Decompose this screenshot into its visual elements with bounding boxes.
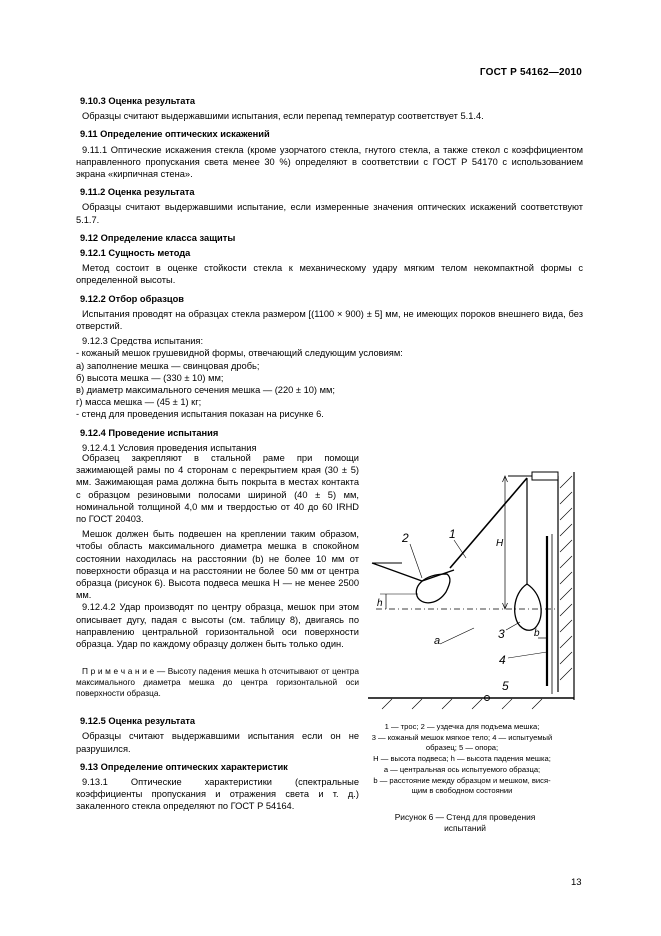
section-title: 9.12.1 Сущность метода xyxy=(80,248,191,259)
figure-label-5: 5 xyxy=(502,679,509,693)
figure-label-H: H xyxy=(496,538,504,549)
paragraph: 9.11.1 Оптические искажения стекла (кроме узорчатого стекла, гнутого стекла, а также стекол с коэффициентом направленного пропускания света менее 30 %) определяют в соответствии с ГОСТ Р 54170 с использованием экрана «кирпичная стена». xyxy=(76,144,583,180)
left-column-text xyxy=(76,452,359,813)
figure-label-4: 4 xyxy=(499,653,506,667)
section-title: 9.12.5 Оценка результата xyxy=(80,716,196,727)
paragraph: Испытания проводят на образцах стекла размером [(1100 × 900) ± 5] мм, не имеющих пороков внешнего вида, без отверстий. xyxy=(76,308,583,332)
list-item: - кожаный мешок грушевидной формы, отвечающий следующим условиям: xyxy=(76,348,403,359)
paragraph: Мешок должен быть подвешен на креплении таким образом, чтобы область максимального диаметра мешка в спокойном состоянии находилась на расстоянии (b) не более 10 мм от поверхности образца и на расстоянии не более 50 мм от центра образца (рисунок 6). Высота подвеса мешка H — не менее 2500 мм. xyxy=(76,529,359,601)
paragraph: Образцы считают выдержавшими испытание, если измеренные значения оптических искажений соответствуют 5.1.7. xyxy=(76,202,583,225)
section-title: 9.12 Определение класса защиты xyxy=(80,232,236,243)
figure-legend xyxy=(362,722,562,797)
paragraph: Образцы считают выдержавшими испытания, если перепад температур соответствует 5.1.4. xyxy=(82,111,484,122)
legend-line: а — центральная ось испытуемого образца; xyxy=(383,764,541,774)
legend-line: 3 — кожаный мешок мягкое тело; 4 — испытуемый xyxy=(371,732,553,742)
paragraph: 9.13.1 Оптические характеристики (спектральные коэффициенты пропускания и отражения света и т. д.) закаленного стекла определяют по ГОСТ Р 54164. xyxy=(76,777,359,812)
list-item: в) диаметр максимального сечения мешка — (220 ± 10) мм; xyxy=(76,385,335,396)
figure-label-b: b xyxy=(534,628,540,639)
paragraph: Образец закрепляют в стальной раме при помощи зажимающей рамы по 4 сторонам с перекрытием края (30 ± 5) мм. Зажимающая рама должна быть покрыта в местах контакта с образцом резиновыми полосами шириной (40 ± 5) мм, номинальной толщиной 4,0 мм и твердостью от 40 до 60 IRHD по ГОСТ 20403. xyxy=(76,453,359,525)
legend-line: щим в свободном состоянии xyxy=(411,786,513,796)
section-title: 9.11.2 Оценка результата xyxy=(80,187,195,198)
wall-hatch xyxy=(382,476,572,709)
legend-line: 1 — трос; 2 — уздечка для подъема мешка; xyxy=(384,722,540,731)
raised-bag xyxy=(416,574,450,603)
legend-line: образец; 5 — опора; xyxy=(425,743,499,753)
note: П р и м е ч а н и е — Высоту падения мешка h отсчитывают от центра максимального диаметра мешка до центра горизонтальной оси поверхности образца. xyxy=(76,666,359,699)
legend-line: H — высота подвеса; h — высота падения мешка; xyxy=(373,754,551,764)
figure-label-1: 1 xyxy=(449,527,456,541)
bridle xyxy=(372,563,454,581)
paragraph: 9.12.3 Средства испытания: xyxy=(82,336,204,347)
paragraph: 9.12.4.1 Условия проведения испытания xyxy=(82,442,257,453)
hanging-bag xyxy=(515,584,541,630)
top-mount xyxy=(532,472,558,480)
figure-label-a: а xyxy=(434,635,441,647)
list-item: а) заполнение мешка — свинцовая дробь; xyxy=(76,360,260,371)
figure-label-2: 2 xyxy=(402,531,409,545)
paragraph: Метод состоит в оценке стойкости стекла к механическому удару мягким телом некомпактной формы с определенной высоты. xyxy=(76,263,583,286)
figure-label-h: h xyxy=(377,598,383,609)
figure-label-3: 3 xyxy=(498,627,505,641)
list-item: - стенд для проведения испытания показан на рисунке 6. xyxy=(76,409,324,420)
paragraph: 9.12.4.2 Удар производят по центру образца, мешок при этом описывает дугу, падая с высоты (см. таблицу 8), двигаясь по направлению центральной горизонтальной оси поверхности образца. Удар по каждому образцу должен быть только один. xyxy=(76,602,359,650)
section-title: 9.13 Определение оптических характеристик xyxy=(80,761,288,772)
section-title: 9.12.4 Проведение испытания xyxy=(80,427,219,438)
test-stand-figure xyxy=(362,466,587,716)
legend-line: b — расстояние между образцом и мешком, вися- xyxy=(373,775,551,785)
upper-text-block xyxy=(76,95,583,454)
list-item: г) масса мешка — (45 ± 1) кг; xyxy=(76,397,202,408)
document-header: ГОСТ Р 54162—2010 xyxy=(479,67,582,78)
section-title: 9.12.2 Отбор образцов xyxy=(80,293,185,304)
section-title: 9.11 Определение оптических искажений xyxy=(80,129,270,140)
figure-title: Рисунок 6 — Стенд для проведения испытаний xyxy=(394,812,536,833)
paragraph: Образцы считают выдержавшими испытания если он не разрушился. xyxy=(76,731,359,754)
section-title: 9.10.3 Оценка результата xyxy=(80,96,196,106)
page-number: 13 xyxy=(571,877,582,888)
list-item: б) высота мешка — (330 ± 10) мм; xyxy=(76,372,224,383)
cable xyxy=(450,478,527,568)
